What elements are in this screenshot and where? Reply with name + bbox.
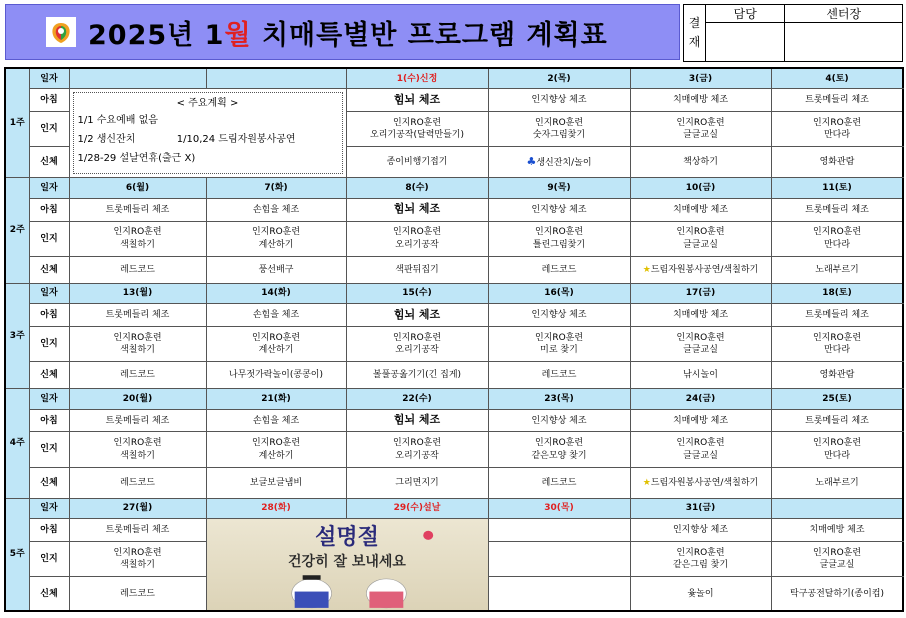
holiday-subtitle: 건강히 잘 보내세요 (288, 554, 406, 571)
morning-cell: 힘뇌 체조 (346, 198, 488, 221)
row-label-date: 일자 (29, 283, 69, 304)
plan-line: 1/28-29 설날연휴(출근 X) (77, 153, 196, 165)
body-cell: 레드코드 (69, 256, 206, 283)
row-label-body: 신체 (29, 577, 69, 611)
week-label: 3주 (5, 283, 29, 388)
cognitive-cell: 인지RO훈련 계산하기 (206, 221, 346, 256)
morning-cell: 트롯메들리 체조 (771, 409, 903, 432)
row-label-body: 신체 (29, 147, 69, 178)
date-cell: 7(화) (206, 178, 346, 199)
body-cell: 보글보글냄비 (206, 467, 346, 498)
body-cell: 레드코드 (69, 362, 206, 389)
row-label-cognitive: 인지 (29, 326, 69, 361)
row-label-morning: 아침 (29, 304, 69, 327)
row-label-morning: 아침 (29, 198, 69, 221)
morning-cell: 힘뇌 체조 (346, 89, 488, 112)
body-cell: 탁구공전달하기(종이컵) (771, 577, 903, 611)
cognitive-cell: 인지RO훈련 오리기공작 (346, 221, 488, 256)
plan-box (73, 92, 343, 174)
date-cell: 8(수) (346, 178, 488, 199)
body-cell: 노래부르기 (771, 256, 903, 283)
row-label-date: 일자 (29, 498, 69, 519)
date-cell: 16(목) (488, 283, 630, 304)
row-label-morning: 아침 (29, 409, 69, 432)
cognitive-cell: 인지RO훈련 글글교실 (630, 221, 771, 256)
morning-cell: 트롯메들리 체조 (69, 304, 206, 327)
approval-sign-manager[interactable] (706, 23, 785, 62)
date-cell: 24(금) (630, 389, 771, 410)
date-cell: 1(수)신정 (346, 68, 488, 89)
cognitive-cell: 인지RO훈련 계산하기 (206, 326, 346, 361)
morning-cell: 손힘을 체조 (206, 198, 346, 221)
cognitive-cell: 인지RO훈련 만다라 (771, 326, 903, 361)
title-banner (5, 4, 680, 60)
holiday-banner (206, 519, 488, 611)
date-cell: 9(목) (488, 178, 630, 199)
approval-col-manager: 담당 (706, 5, 785, 23)
body-cell: 그리면지기 (346, 467, 488, 498)
body-cell (488, 577, 630, 611)
cognitive-cell: 인지RO훈련 글글교실 (630, 326, 771, 361)
date-cell (206, 68, 346, 89)
cognitive-cell: 인지RO훈련 미로 찾기 (488, 326, 630, 361)
plan-heading: < 주요계획 > (176, 98, 239, 110)
morning-cell: 트롯메들리 체조 (771, 89, 903, 112)
date-cell: 21(화) (206, 389, 346, 410)
cognitive-cell: 인지RO훈련 글글교실 (630, 111, 771, 146)
cognitive-cell: 인지RO훈련 계산하기 (206, 432, 346, 467)
cognitive-cell: 인지RO훈련 같은모양 찾기 (488, 432, 630, 467)
date-cell: 6(월) (69, 178, 206, 199)
body-cell: 레드코드 (488, 467, 630, 498)
plan-line: 1/2 생신잔치 1/10,24 드림자원봉사공연 (77, 134, 296, 146)
row-label-date: 일자 (29, 68, 69, 89)
row-label-cognitive: 인지 (29, 432, 69, 467)
morning-cell: 트롯메들리 체조 (771, 304, 903, 327)
body-cell: 영화관람 (771, 147, 903, 178)
cognitive-cell: 인지RO훈련 만다라 (771, 432, 903, 467)
cognitive-cell: 인지RO훈련 색칠하기 (69, 432, 206, 467)
date-cell: 23(목) (488, 389, 630, 410)
cognitive-cell: 인지RO훈련 오리기공작 (346, 326, 488, 361)
morning-cell: 트롯메들리 체조 (771, 198, 903, 221)
body-cell: 노래부르기 (771, 467, 903, 498)
morning-cell: 치매예방 체조 (771, 519, 903, 542)
date-cell (771, 498, 903, 519)
date-cell: 17(금) (630, 283, 771, 304)
page-title: 2025년 1월 치매특별반 프로그램 계획표 (88, 19, 608, 51)
date-cell (69, 68, 206, 89)
date-cell: 3(금) (630, 68, 771, 89)
date-cell: 18(토) (771, 283, 903, 304)
morning-cell: 트롯메들리 체조 (69, 519, 206, 542)
body-cell: 나무젓가락놀이(콩콩이) (206, 362, 346, 389)
holiday-banner-bg (207, 519, 488, 610)
morning-cell: 인지향상 체조 (488, 198, 630, 221)
morning-cell (488, 519, 630, 542)
date-cell: 29(수)설날 (346, 498, 488, 519)
body-cell: 레드코드 (488, 362, 630, 389)
schedule-table (4, 67, 904, 612)
row-label-morning: 아침 (29, 519, 69, 542)
body-cell: 종이비행기접기 (346, 147, 488, 178)
morning-cell: 손힘을 체조 (206, 409, 346, 432)
morning-cell: 치매예방 체조 (630, 198, 771, 221)
cognitive-cell: 인지RO훈련 글글교실 (771, 542, 903, 577)
club-icon: ♣ (526, 154, 537, 168)
morning-cell: 치매예방 체조 (630, 409, 771, 432)
date-cell: 13(월) (69, 283, 206, 304)
morning-cell: 인지향상 체조 (630, 519, 771, 542)
date-cell: 2(목) (488, 68, 630, 89)
morning-cell: 치매예방 체조 (630, 304, 771, 327)
plan-line: 1/1 수요예배 없음 (77, 115, 158, 127)
cognitive-cell: 인지RO훈련 같은그림 찾기 (630, 542, 771, 577)
cognitive-cell: 인지RO훈련 색칠하기 (69, 221, 206, 256)
approval-col-director: 센터장 (785, 5, 903, 23)
week-label: 4주 (5, 389, 29, 499)
row-label-date: 일자 (29, 178, 69, 199)
body-cell: 레드코드 (69, 467, 206, 498)
row-label-cognitive: 인지 (29, 221, 69, 256)
cognitive-cell: 인지RO훈련 틀린그림찾기 (488, 221, 630, 256)
body-cell: 레드코드 (488, 256, 630, 283)
date-cell: 4(토) (771, 68, 903, 89)
date-cell: 22(수) (346, 389, 488, 410)
date-cell: 31(금) (630, 498, 771, 519)
week-label: 5주 (5, 498, 29, 611)
approval-sign-director[interactable] (785, 23, 903, 62)
cognitive-cell: 인지RO훈련 오리기공작(달력만들기) (346, 111, 488, 146)
body-cell: ★드림자원봉사공연/색칠하기 (630, 256, 771, 283)
approval-side-label: 결 재 (684, 5, 706, 62)
plan-cell (69, 89, 346, 178)
morning-cell: 인지향상 체조 (488, 89, 630, 112)
body-cell: 레드코드 (69, 577, 206, 611)
date-cell: 27(월) (69, 498, 206, 519)
date-cell: 25(토) (771, 389, 903, 410)
date-cell: 28(화) (206, 498, 346, 519)
body-cell: 윷놀이 (630, 577, 771, 611)
cognitive-cell: 인지RO훈련 숫자그림찾기 (488, 111, 630, 146)
date-cell: 20(월) (69, 389, 206, 410)
row-label-body: 신체 (29, 467, 69, 498)
cognitive-cell: 인지RO훈련 글글교실 (630, 432, 771, 467)
morning-cell: 힘뇌 체조 (346, 304, 488, 327)
cognitive-cell: 인지RO훈련 색칠하기 (69, 326, 206, 361)
cognitive-cell (488, 542, 630, 577)
body-cell: 낚시놀이 (630, 362, 771, 389)
row-label-date: 일자 (29, 389, 69, 410)
row-label-cognitive: 인지 (29, 542, 69, 577)
row-label-cognitive: 인지 (29, 111, 69, 146)
body-cell: ★드림자원봉사공연/색칠하기 (630, 467, 771, 498)
body-cell: 책상하기 (630, 147, 771, 178)
date-cell: 11(토) (771, 178, 903, 199)
date-cell: 10(금) (630, 178, 771, 199)
cognitive-cell: 인지RO훈련 색칠하기 (69, 542, 206, 577)
date-cell: 14(화) (206, 283, 346, 304)
star-icon: ★ (642, 264, 651, 275)
morning-cell: 힘뇌 체조 (346, 409, 488, 432)
morning-cell: 손힘을 체조 (206, 304, 346, 327)
body-cell: 풍선배구 (206, 256, 346, 283)
body-cell: 색판뒤집기 (346, 256, 488, 283)
morning-cell: 인지향상 체조 (488, 304, 630, 327)
morning-cell: 치매예방 체조 (630, 89, 771, 112)
row-label-morning: 아침 (29, 89, 69, 112)
cognitive-cell: 인지RO훈련 오리기공작 (346, 432, 488, 467)
week-label: 2주 (5, 178, 29, 283)
holiday-title: 설명절 (315, 524, 379, 551)
cognitive-cell: 인지RO훈련 만다라 (771, 111, 903, 146)
star-icon: ★ (642, 477, 651, 488)
row-label-body: 신체 (29, 256, 69, 283)
morning-cell: 인지향상 체조 (488, 409, 630, 432)
row-label-body: 신체 (29, 362, 69, 389)
body-cell: 영화관람 (771, 362, 903, 389)
morning-cell: 트롯메들리 체조 (69, 198, 206, 221)
approval-table (683, 4, 903, 62)
week-label: 1주 (5, 68, 29, 178)
logo-icon (46, 17, 76, 47)
date-cell: 15(수) (346, 283, 488, 304)
body-cell: ♣생신잔치/놀이 (488, 147, 630, 178)
cognitive-cell: 인지RO훈련 만다라 (771, 221, 903, 256)
title-month: 1월 (204, 19, 252, 51)
body-cell: 볼풀공옮기기(긴 집게) (346, 362, 488, 389)
morning-cell: 트롯메들리 체조 (69, 409, 206, 432)
date-cell: 30(목) (488, 498, 630, 519)
